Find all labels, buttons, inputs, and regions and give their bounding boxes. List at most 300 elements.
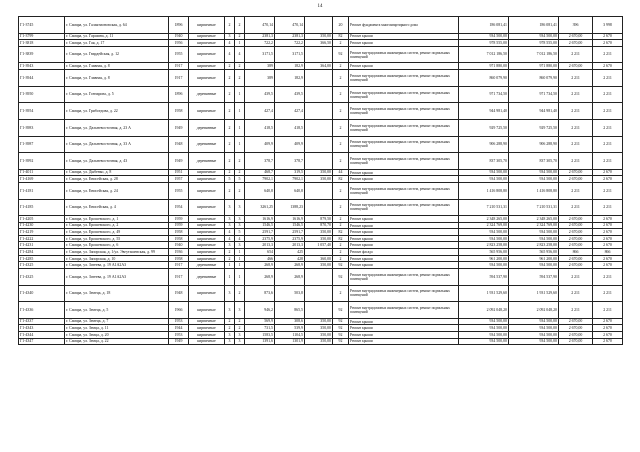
wall-material-cell: кирпичные [189,332,225,339]
total-area-cell: 946,2 [245,302,275,319]
entrances-cell: 1 [235,255,245,262]
build-year-cell: 1958 [169,229,189,236]
work-volume-cell: 364,00 [305,63,333,70]
residents-count-cell: 92 [333,302,349,319]
total-area-cell: 466 [245,255,275,262]
build-year-cell: 1917 [169,63,189,70]
work-volume-cell [305,285,333,302]
work-type-cell: Ремонт крыши [349,235,459,242]
total-cost-cell: 1 416 808,80 [459,182,509,199]
max-unit-cost-cell: 2 670 [593,318,623,325]
entrances-cell: 1 [235,269,245,286]
unit-price-cell: 2 211 [559,119,593,136]
max-unit-cost-cell: 2 670 [593,332,623,339]
address-cell: г. Самара, ул. Ерошевского, д. 55 [65,235,169,242]
living-area-cell: 2375,9 [275,235,305,242]
unit-price-cell: 2 670,00 [559,169,593,176]
work-type-cell: Ремонт внутридомовых инженерных систем, ремонт подвальных помещений [349,136,459,153]
wall-material-cell: кирпичные [189,285,225,302]
total-cost-cell: 978 555,00 [459,40,509,47]
table-row [19,332,623,339]
table-row [19,269,623,286]
building-code-cell: Г1-3745 [19,17,65,34]
entrances-cell: 3 [235,216,245,223]
work-type-cell: Ремонт внутридомовых инженерных систем, ремонт подвальных помещений [349,153,459,170]
building-code-cell: Г1-4185 [19,199,65,216]
unit-price-cell: 2 670,00 [559,176,593,183]
total-cost-cell: 929 725,50 [459,119,509,136]
address-cell: г. Самара, ул. Ерошевского, д. 2 [65,222,169,229]
unit-price-cell: 2 670,00 [559,33,593,40]
fund-cost-cell: 1 931 529,60 [509,285,559,302]
building-code-cell: Г1-3799 [19,33,65,40]
work-type-cell: Ремонт крыши [349,222,459,229]
wall-material-cell: кирпичные [189,182,225,199]
table-row [19,63,623,70]
work-volume-cell [305,103,333,120]
work-type-cell: Ремонт крыши [349,325,459,332]
max-unit-cost-cell: 3 998 [593,17,623,34]
work-type-cell: Ремонт внутридомовых инженерных систем, ремонт подвальных помещений [349,103,459,120]
living-area-cell: 425 [275,249,305,256]
floors-cell: 1 [225,269,235,286]
wall-material-cell: деревянные [189,136,225,153]
max-unit-cost-cell: 2 211 [593,119,623,136]
address-cell: г. Самара, ул. Дыбенко, д. 8 [65,169,169,176]
address-cell: г. Самара, ул. Затеева, д. 19 А1А2А3 [65,262,169,269]
residents-count-cell: 20 [333,17,349,34]
max-unit-cost-cell: 2 211 [593,103,623,120]
building-code-cell: Г1-3983 [19,119,65,136]
max-unit-cost-cell: 2 670 [593,255,623,262]
unit-price-cell: 2 211 [559,103,593,120]
work-type-cell: Ремонт крыши [349,33,459,40]
page-number: 14 [317,4,323,9]
living-area-cell: 439,5 [275,86,305,103]
fund-cost-cell: 2 092 048,20 [509,302,559,319]
work-volume-cell: 870,70 [305,222,333,229]
floors-cell: 3 [225,33,235,40]
unit-price-cell: 2 670,00 [559,229,593,236]
total-area-cell: 1391,6 [245,338,275,345]
unit-price-cell: 2 211 [559,70,593,87]
work-type-cell: Ремонт внутридомовых инженерных систем, ремонт подвальных помещений [349,302,459,319]
fund-cost-cell: 934 500,00 [509,169,559,176]
fund-cost-cell: 837 305,70 [509,153,559,170]
build-year-cell: 1917 [169,262,189,269]
floors-cell: 3 [225,199,235,216]
total-cost-cell: 934 500,00 [459,332,509,339]
wall-material-cell: кирпичные [189,33,225,40]
floors-cell: 4 [225,46,235,63]
work-type-cell: Ремонт внутридомовых инженерных систем, ремонт подвальных помещений [349,269,459,286]
total-area-cell: 2013,3 [245,242,275,249]
building-code-cell: Г1-3954 [19,103,65,120]
total-cost-cell: 934 500,00 [459,169,509,176]
unit-price-cell: 2 211 [559,136,593,153]
address-cell: г. Самара, ул. Галактионовская, д. 64 [65,17,169,34]
living-area-cell: 2381,3 [275,33,305,40]
building-code-cell: Г1-4284 [19,249,65,256]
building-code-cell: Г1-4336 [19,302,65,319]
living-area-cell: 308,6 [275,318,305,325]
total-area-cell: 654 [245,249,275,256]
building-code-cell: Г1-3987 [19,136,65,153]
living-area-cell: 182,9 [275,63,305,70]
table-row [19,338,623,345]
address-cell: г. Самара, ул. Ерошевского, д. 6 [65,242,169,249]
address-cell: г. Самара, ул. Гвардейская, д. 12 [65,46,169,63]
work-volume-cell [305,17,333,34]
total-area-cell: 640,8 [245,182,275,199]
entrances-cell: 5 [235,176,245,183]
total-area-cell: 722,2 [245,40,275,47]
work-volume-cell [305,46,333,63]
building-code-cell: Г1-3839 [19,46,65,63]
fund-cost-cell: 934 500,00 [509,33,559,40]
floors-cell: 2 [225,325,235,332]
entrances-cell: 2 [235,325,245,332]
residents-count-cell: 2 [333,216,349,223]
max-unit-cost-cell: 2 211 [593,199,623,216]
living-area-cell: 378,7 [275,153,305,170]
build-year-cell: 1949 [169,338,189,345]
address-cell: г. Самара, ул. Запорская, д. 1/ул. Эвгуташевская, д. 99 [65,249,169,256]
residents-count-cell: 2 [333,103,349,120]
wall-material-cell: кирпичные [189,176,225,183]
address-cell: г. Самара, ул. Ерошевского, д. 1 [65,216,169,223]
work-type-cell: Ремонт крыши [349,229,459,236]
living-area-cell: 7902,1 [275,176,305,183]
total-cost-cell: 860 079,90 [459,70,509,87]
wall-material-cell: кирпичные [189,70,225,87]
table-row [19,17,623,34]
living-area-cell: 539,9 [275,325,305,332]
entrances-cell: 2 [235,285,245,302]
table-row [19,103,623,120]
max-unit-cost-cell: 2 670 [593,262,623,269]
living-area-cell: 503,8 [275,285,305,302]
floors-cell: 3 [225,285,235,302]
build-year-cell: 1953 [169,332,189,339]
floors-cell: 5 [225,176,235,183]
floors-cell: 3 [225,216,235,223]
work-volume-cell: 350,00 [305,169,333,176]
table-row [19,86,623,103]
max-unit-cost-cell: 2 211 [593,269,623,286]
living-area-cell: 268,9 [275,269,305,286]
table-row [19,176,623,183]
building-code-cell: Г1-4169 [19,176,65,183]
building-code-cell: Г1-3943 [19,63,65,70]
build-year-cell: 1966 [169,302,189,319]
living-area-cell: 1616,9 [275,216,305,223]
building-code-cell: Г1-4230 [19,222,65,229]
table-row [19,199,623,216]
residents-count-cell: 2 [333,199,349,216]
wall-material-cell: кирпичные [189,40,225,47]
work-volume-cell [305,199,333,216]
residents-count-cell: 82 [333,229,349,236]
build-year-cell: 1936 [169,249,189,256]
entrances-cell: 2 [235,33,245,40]
total-cost-cell: 837 305,70 [459,153,509,170]
table-row [19,229,623,236]
total-area-cell: 389 [245,70,275,87]
work-type-cell: Ремонт внутридомовых инженерных систем, ремонт подвальных помещений [349,285,459,302]
total-cost-cell: 934 500,00 [459,33,509,40]
total-cost-cell: 934 500,00 [459,176,509,183]
table-row [19,70,623,87]
build-year-cell: 1953 [169,318,189,325]
address-cell: г. Самара, ул. Земца, д. 11 [65,325,169,332]
total-area-cell: 569,9 [245,318,275,325]
max-unit-cost-cell: 2 211 [593,70,623,87]
max-unit-cost-cell: 2 670 [593,235,623,242]
table-row [19,40,623,47]
total-area-cell: 409,9 [245,136,275,153]
living-area-cell: 640,8 [275,182,305,199]
work-volume-cell: 366,50 [305,40,333,47]
unit-price-cell: 2 211 [559,153,593,170]
address-cell: г. Самара, ул. Гончарова, д. 5 [65,86,169,103]
entrances-cell: 2 [235,153,245,170]
building-code-cell: Г1-3818 [19,40,65,47]
residents-count-cell: 92 [333,46,349,63]
total-cost-cell: 961 200,00 [459,255,509,262]
unit-price-cell: 2 670,00 [559,242,593,249]
floors-cell: 4 [225,235,235,242]
table-row [19,318,623,325]
entrances-cell: 1 [235,119,245,136]
unit-price-cell: 2 670,00 [559,325,593,332]
residents-count-cell: 92 [333,325,349,332]
total-cost-cell: 934 500,00 [459,262,509,269]
building-code-cell: Г1-3944 [19,70,65,87]
table-row [19,222,623,229]
address-cell: г. Самара, ул. Дальневосточная, д. 43 [65,153,169,170]
living-area-cell: 1104,5 [275,332,305,339]
entrances-cell: 1 [235,136,245,153]
unit-price-cell: 866 [559,249,593,256]
work-volume-cell: 350,00 [305,332,333,339]
work-type-cell: Ремонт крыши [349,338,459,345]
total-area-cell: 268,9 [245,262,275,269]
build-year-cell: 1940 [169,33,189,40]
floors-cell: 2 [225,17,235,34]
unit-price-cell: 2 670,00 [559,222,593,229]
building-code-cell: Г1-4347 [19,338,65,345]
floors-cell: 2 [225,169,235,176]
entrances-cell: 1 [235,40,245,47]
total-area-cell: 7902,1 [245,176,275,183]
total-area-cell: 3171,5 [245,46,275,63]
work-volume-cell [305,269,333,286]
total-cost-cell: 2 092 048,20 [459,302,509,319]
total-cost-cell: 7 012 186,50 [459,46,509,63]
living-area-cell: 865,5 [275,302,305,319]
address-cell: г. Самара, ул. Затеева, д. 19 А1А2А3 [65,269,169,286]
wall-material-cell: кирпичные [189,338,225,345]
wall-material-cell: кирпичные [189,103,225,120]
unit-price-cell: 2 670,00 [559,338,593,345]
wall-material-cell: кирпичные [189,325,225,332]
floors-cell: 3 [225,302,235,319]
fund-cost-cell: 971 880,00 [509,63,559,70]
floors-cell: 2 [225,182,235,199]
fund-cost-cell: 2 324 769,00 [509,222,559,229]
table-row [19,235,623,242]
entrances-cell: 2 [235,17,245,34]
living-area-cell: 1301,9 [275,338,305,345]
build-year-cell: 1896 [169,17,189,34]
address-cell: г. Самара, ул. Земца, д. 22 [65,338,169,345]
wall-material-cell: деревянные [189,86,225,103]
residents-count-cell: 2 [333,242,349,249]
max-unit-cost-cell: 2 670 [593,242,623,249]
build-year-cell: 1949 [169,153,189,170]
living-area-cell: 1388,23 [275,199,305,216]
entrances-cell: 1 [235,262,245,269]
living-area-cell: 3171,5 [275,46,305,63]
total-cost-cell: 971 734,50 [459,86,509,103]
floors-cell: 3 [225,338,235,345]
fund-cost-cell: 2 823 258,00 [509,242,559,249]
max-unit-cost-cell: 2 211 [593,46,623,63]
entrances-cell: 5 [235,229,245,236]
fund-cost-cell: 961 200,00 [509,255,559,262]
fund-cost-cell: 934 500,00 [509,229,559,236]
fund-cost-cell: 7 012 186,50 [509,46,559,63]
max-unit-cost-cell: 2 670 [593,222,623,229]
unit-price-cell: 2 211 [559,86,593,103]
building-code-cell: Г1-4011 [19,169,65,176]
build-year-cell: 1958 [169,235,189,242]
build-year-cell: 1959 [169,216,189,223]
fund-cost-cell: 934 500,00 [509,318,559,325]
total-area-cell: 389 [245,63,275,70]
living-area-cell: 182,9 [275,70,305,87]
work-type-cell: Ремонт крыши [349,242,459,249]
building-code-cell: Г1-4344 [19,332,65,339]
residents-count-cell: 92 [333,262,349,269]
wall-material-cell: кирпичные [189,302,225,319]
total-area-cell: 3261,25 [245,199,275,216]
build-year-cell: 1957 [169,176,189,183]
work-volume-cell [305,153,333,170]
living-area-cell: 427,4 [275,103,305,120]
building-code-cell: Г1-4325 [19,269,65,286]
build-year-cell: 1959 [169,222,189,229]
table-row [19,119,623,136]
unit-price-cell: 2 670,00 [559,262,593,269]
fund-cost-cell: 565 956,00 [509,249,559,256]
floors-cell: 2 [225,63,235,70]
residents-count-cell: 44 [333,169,349,176]
work-volume-cell: 879,50 [305,216,333,223]
fund-cost-cell: 944 981,40 [509,103,559,120]
total-area-cell: 731,5 [245,325,275,332]
total-area-cell: 427,4 [245,103,275,120]
floors-cell: 2 [225,255,235,262]
build-year-cell: 1896 [169,86,189,103]
table-row [19,302,623,319]
total-cost-cell: 934 500,00 [459,325,509,332]
table-row [19,242,623,249]
table-row [19,249,623,256]
residents-count-cell: 2 [333,136,349,153]
entrances-cell: 2 [235,169,245,176]
work-type-cell: Ремонт фасада [349,249,459,256]
work-volume-cell: 350,00 [305,33,333,40]
floors-cell: 2 [225,318,235,325]
living-area-cell: 428 [275,255,305,262]
build-year-cell: 1954 [169,199,189,216]
work-type-cell: Ремонт крыши [349,63,459,70]
total-cost-cell: 2 348 265,00 [459,216,509,223]
unit-price-cell: 2 211 [559,46,593,63]
building-code-cell: Г1-4205 [19,216,65,223]
residents-count-cell: 2 [333,249,349,256]
wall-material-cell: кирпичные [189,169,225,176]
residents-count-cell: 92 [333,338,349,345]
work-volume-cell: 1 057,40 [305,242,333,249]
building-code-cell: Г1-4181 [19,182,65,199]
build-year-cell: 1944 [169,325,189,332]
max-unit-cost-cell: 2 211 [593,153,623,170]
wall-material-cell: кирпичные [189,17,225,34]
entrances-cell: 3 [235,242,245,249]
max-unit-cost-cell: 2 211 [593,285,623,302]
address-cell: г. Самара, ул. Енисейская, д. 24 [65,182,169,199]
fund-cost-cell: 934 500,00 [509,325,559,332]
living-area-cell: 722,2 [275,40,305,47]
max-unit-cost-cell: 2 670 [593,216,623,223]
building-code-cell: Г1-3950 [19,86,65,103]
wall-material-cell: кирпичные [189,63,225,70]
address-cell: г. Самара, ул. Грибоедова, д. 22 [65,103,169,120]
work-volume-cell [305,70,333,87]
wall-material-cell: кирпичные [189,255,225,262]
building-code-cell: Г1-4219 [19,229,65,236]
residents-count-cell: 2 [333,153,349,170]
work-type-cell: Ремонт крыши [349,332,459,339]
total-cost-cell: 7 210 531,31 [459,199,509,216]
address-cell: г. Самара, ул. Дальневосточная, д. 33 А [65,136,169,153]
build-year-cell: 1949 [169,119,189,136]
total-cost-cell: 934 500,00 [459,229,509,236]
residents-count-cell: 2 [333,70,349,87]
address-cell: г. Самара, ул. Земеца, д. 18 [65,285,169,302]
fund-cost-cell: 1 416 808,80 [509,182,559,199]
fund-cost-cell: 934 500,00 [509,235,559,242]
fund-cost-cell: 906 288,90 [509,136,559,153]
address-cell: г. Самара, ул. Запорская, д. 10 [65,255,169,262]
work-type-cell: Ремонт фундамента многоквартирного дома [349,17,459,34]
entrances-cell: 1 [235,249,245,256]
build-year-cell: 1917 [169,70,189,87]
max-unit-cost-cell: 2 211 [593,136,623,153]
fund-cost-cell: 594 537,90 [509,269,559,286]
wall-material-cell: кирпичные [189,222,225,229]
residents-count-cell: 2 [333,222,349,229]
wall-material-cell: деревянные [189,262,225,269]
work-type-cell: Ремонт крыши [349,262,459,269]
floors-cell: 2 [225,119,235,136]
building-code-cell: Г1-4231 [19,242,65,249]
total-area-cell: 1546,5 [245,222,275,229]
work-volume-cell [305,249,333,256]
